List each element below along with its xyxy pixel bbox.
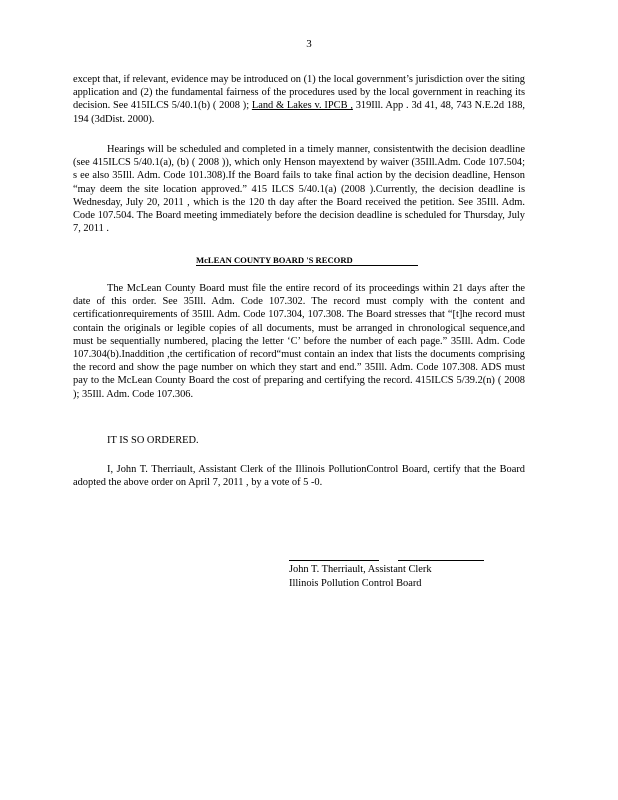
signature-name: John T. Therriault, Assistant Clerk: [289, 564, 432, 575]
paragraph-evidence: [73, 73, 525, 126]
ordered-statement: IT IS SO ORDERED.: [107, 435, 199, 446]
paragraph-evidence-tail: 319Ill. App . 3d 41, 48, 743 N.E.2d 188, 194 (3dDist. 2000).: [73, 100, 525, 125]
section-heading-record: McLEAN COUNTY BOARD 'S RECORD: [196, 255, 418, 266]
paragraph-evidence-text: except that, if relevant, evidence may be introduced on (1) the local government’s jurisdiction over the siting application and (2) the fundamental fairness of the procedures used by the local government in reaching its decision. See 415ILCS 5/40.1(b) ( 2008 );: [73, 74, 525, 112]
certification-paragraph: I, John T. Therriault, Assistant Clerk of the Illinois PollutionControl Board, certify that the Board adopted the above order on April 7, 2011 , by a vote of 5 -0.: [73, 464, 525, 489]
signature-line-right: [398, 560, 484, 561]
paragraph-hearings: Hearings will be scheduled and completed in a timely manner, consistentwith the decision deadline (see 415ILCS 5/40.1(a), (b) ( 2008 )), which only Henson mayextend by waiver (35Ill.Adm. Code 107.504; s ee also 35Ill. Adm. Code 101.308).If the Board fails to take final action by the decision deadline, Henson “may deem the site location approved.” 415 ILCS 5/40.1(a) (2008 ).Currently, the decision deadline is Wednesday, July 20, 2011 , which is the 120 th day after the Board received the petition. See 35Ill. Adm. Code 107.504. The Board meeting immediately before the decision deadline is scheduled for Thursday, July 7, 2011 .: [73, 144, 525, 235]
signature-line-left: [289, 560, 379, 561]
paragraph-record: The McLean County Board must file the entire record of its proceedings within 21 days after the date of this order. See 35Ill. Adm. Code 107.302. The record must comply with the content and certificationrequirements of 35Ill. Adm. Code 107.304, 107.308. The Board stresses that “[t]he record must contain the originals or legible copies of all documents, must be arranged in chronological sequence,and must be sequentially numbered, placing the letter ‘C’ before the number of each page.” 35Ill. Adm. Code 107.304(b).Inaddition ,the certification of record“must contain an index that lists the documents comprising the record and show the page number on which they start and end.” 35Ill. Adm. Code 107.308. ADS must pay to the McLean County Board the cost of preparing and certifying the record. 415ILCS 5/39.2(n) ( 2008 ); 35Ill. Adm. Code 107.306.: [73, 283, 525, 400]
page-number: 3: [306, 38, 312, 50]
signature-organization: Illinois Pollution Control Board: [289, 578, 422, 589]
case-citation-link: Land & Lakes v. IPCB ,: [251, 100, 353, 112]
